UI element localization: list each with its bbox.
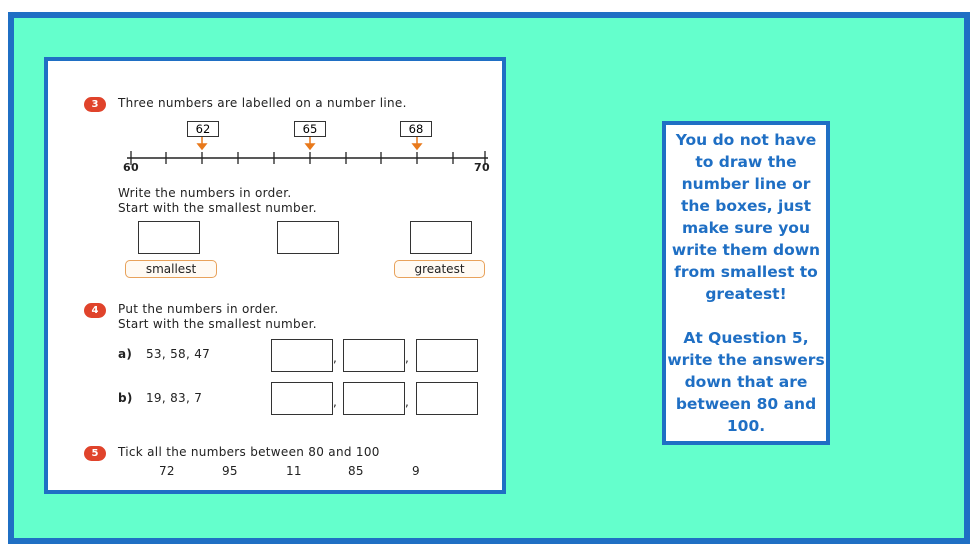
part-a-label: a): [118, 347, 133, 361]
note-line: number line or: [681, 175, 811, 193]
question-4-instruction-2: Start with the smallest number.: [118, 317, 317, 331]
answer-box-a-3[interactable]: [416, 339, 478, 372]
question-3-badge: 3: [84, 97, 106, 112]
option-number[interactable]: 85: [348, 464, 364, 478]
option-number[interactable]: 95: [222, 464, 238, 478]
answer-box-a-2[interactable]: [343, 339, 405, 372]
note-line: the boxes, just: [680, 197, 812, 215]
note-line: make sure you: [681, 219, 810, 237]
answer-box-a-1[interactable]: [271, 339, 333, 372]
note-line: write them down: [671, 241, 821, 259]
part-b-label: b): [118, 391, 133, 405]
instruction-note: [662, 121, 830, 445]
answer-box-middle[interactable]: [277, 221, 339, 254]
note-line: between 80 and: [675, 395, 817, 413]
number-line-label-68: 68: [400, 121, 432, 137]
number-line-end: 70: [474, 161, 490, 174]
part-b-numbers: 19, 83, 7: [146, 391, 203, 405]
note-line: 100.: [726, 417, 766, 435]
comma-separator: ,: [405, 395, 409, 409]
question-3-instruction-2: Start with the smallest number.: [118, 201, 317, 215]
answer-box-b-2[interactable]: [343, 382, 405, 415]
number-line-start: 60: [123, 161, 139, 174]
comma-separator: ,: [333, 395, 337, 409]
question-3-prompt: Three numbers are labelled on a number line.: [118, 96, 407, 110]
part-a-numbers: 53, 58, 47: [146, 347, 211, 361]
answer-box-smallest[interactable]: [138, 221, 200, 254]
option-number[interactable]: 11: [286, 464, 302, 478]
worksheet-panel: [44, 57, 506, 494]
answer-box-b-3[interactable]: [416, 382, 478, 415]
number-line-label-65: 65: [294, 121, 326, 137]
question-4-badge: 4: [84, 303, 106, 318]
option-number[interactable]: 9: [412, 464, 420, 478]
number-line-label-62: 62: [187, 121, 219, 137]
note-line: to draw the: [695, 153, 797, 171]
note-line: down that are: [684, 373, 808, 391]
question-4-instruction-1: Put the numbers in order.: [118, 302, 279, 316]
note-line: write the answers: [667, 351, 825, 369]
question-3-instruction-1: Write the numbers in order.: [118, 186, 292, 200]
question-5-badge: 5: [84, 446, 106, 461]
note-line: from smallest to: [674, 263, 818, 281]
note-spacer: [666, 305, 826, 327]
option-number[interactable]: 72: [159, 464, 175, 478]
comma-separator: ,: [333, 351, 337, 365]
answer-box-b-1[interactable]: [271, 382, 333, 415]
note-line: greatest!: [705, 285, 787, 303]
note-line: You do not have: [675, 131, 817, 149]
question-5-prompt: Tick all the numbers between 80 and 100: [118, 445, 380, 459]
smallest-label: smallest: [125, 260, 217, 278]
comma-separator: ,: [405, 351, 409, 365]
answer-box-greatest[interactable]: [410, 221, 472, 254]
greatest-label: greatest: [394, 260, 485, 278]
note-line: At Question 5,: [683, 329, 809, 347]
